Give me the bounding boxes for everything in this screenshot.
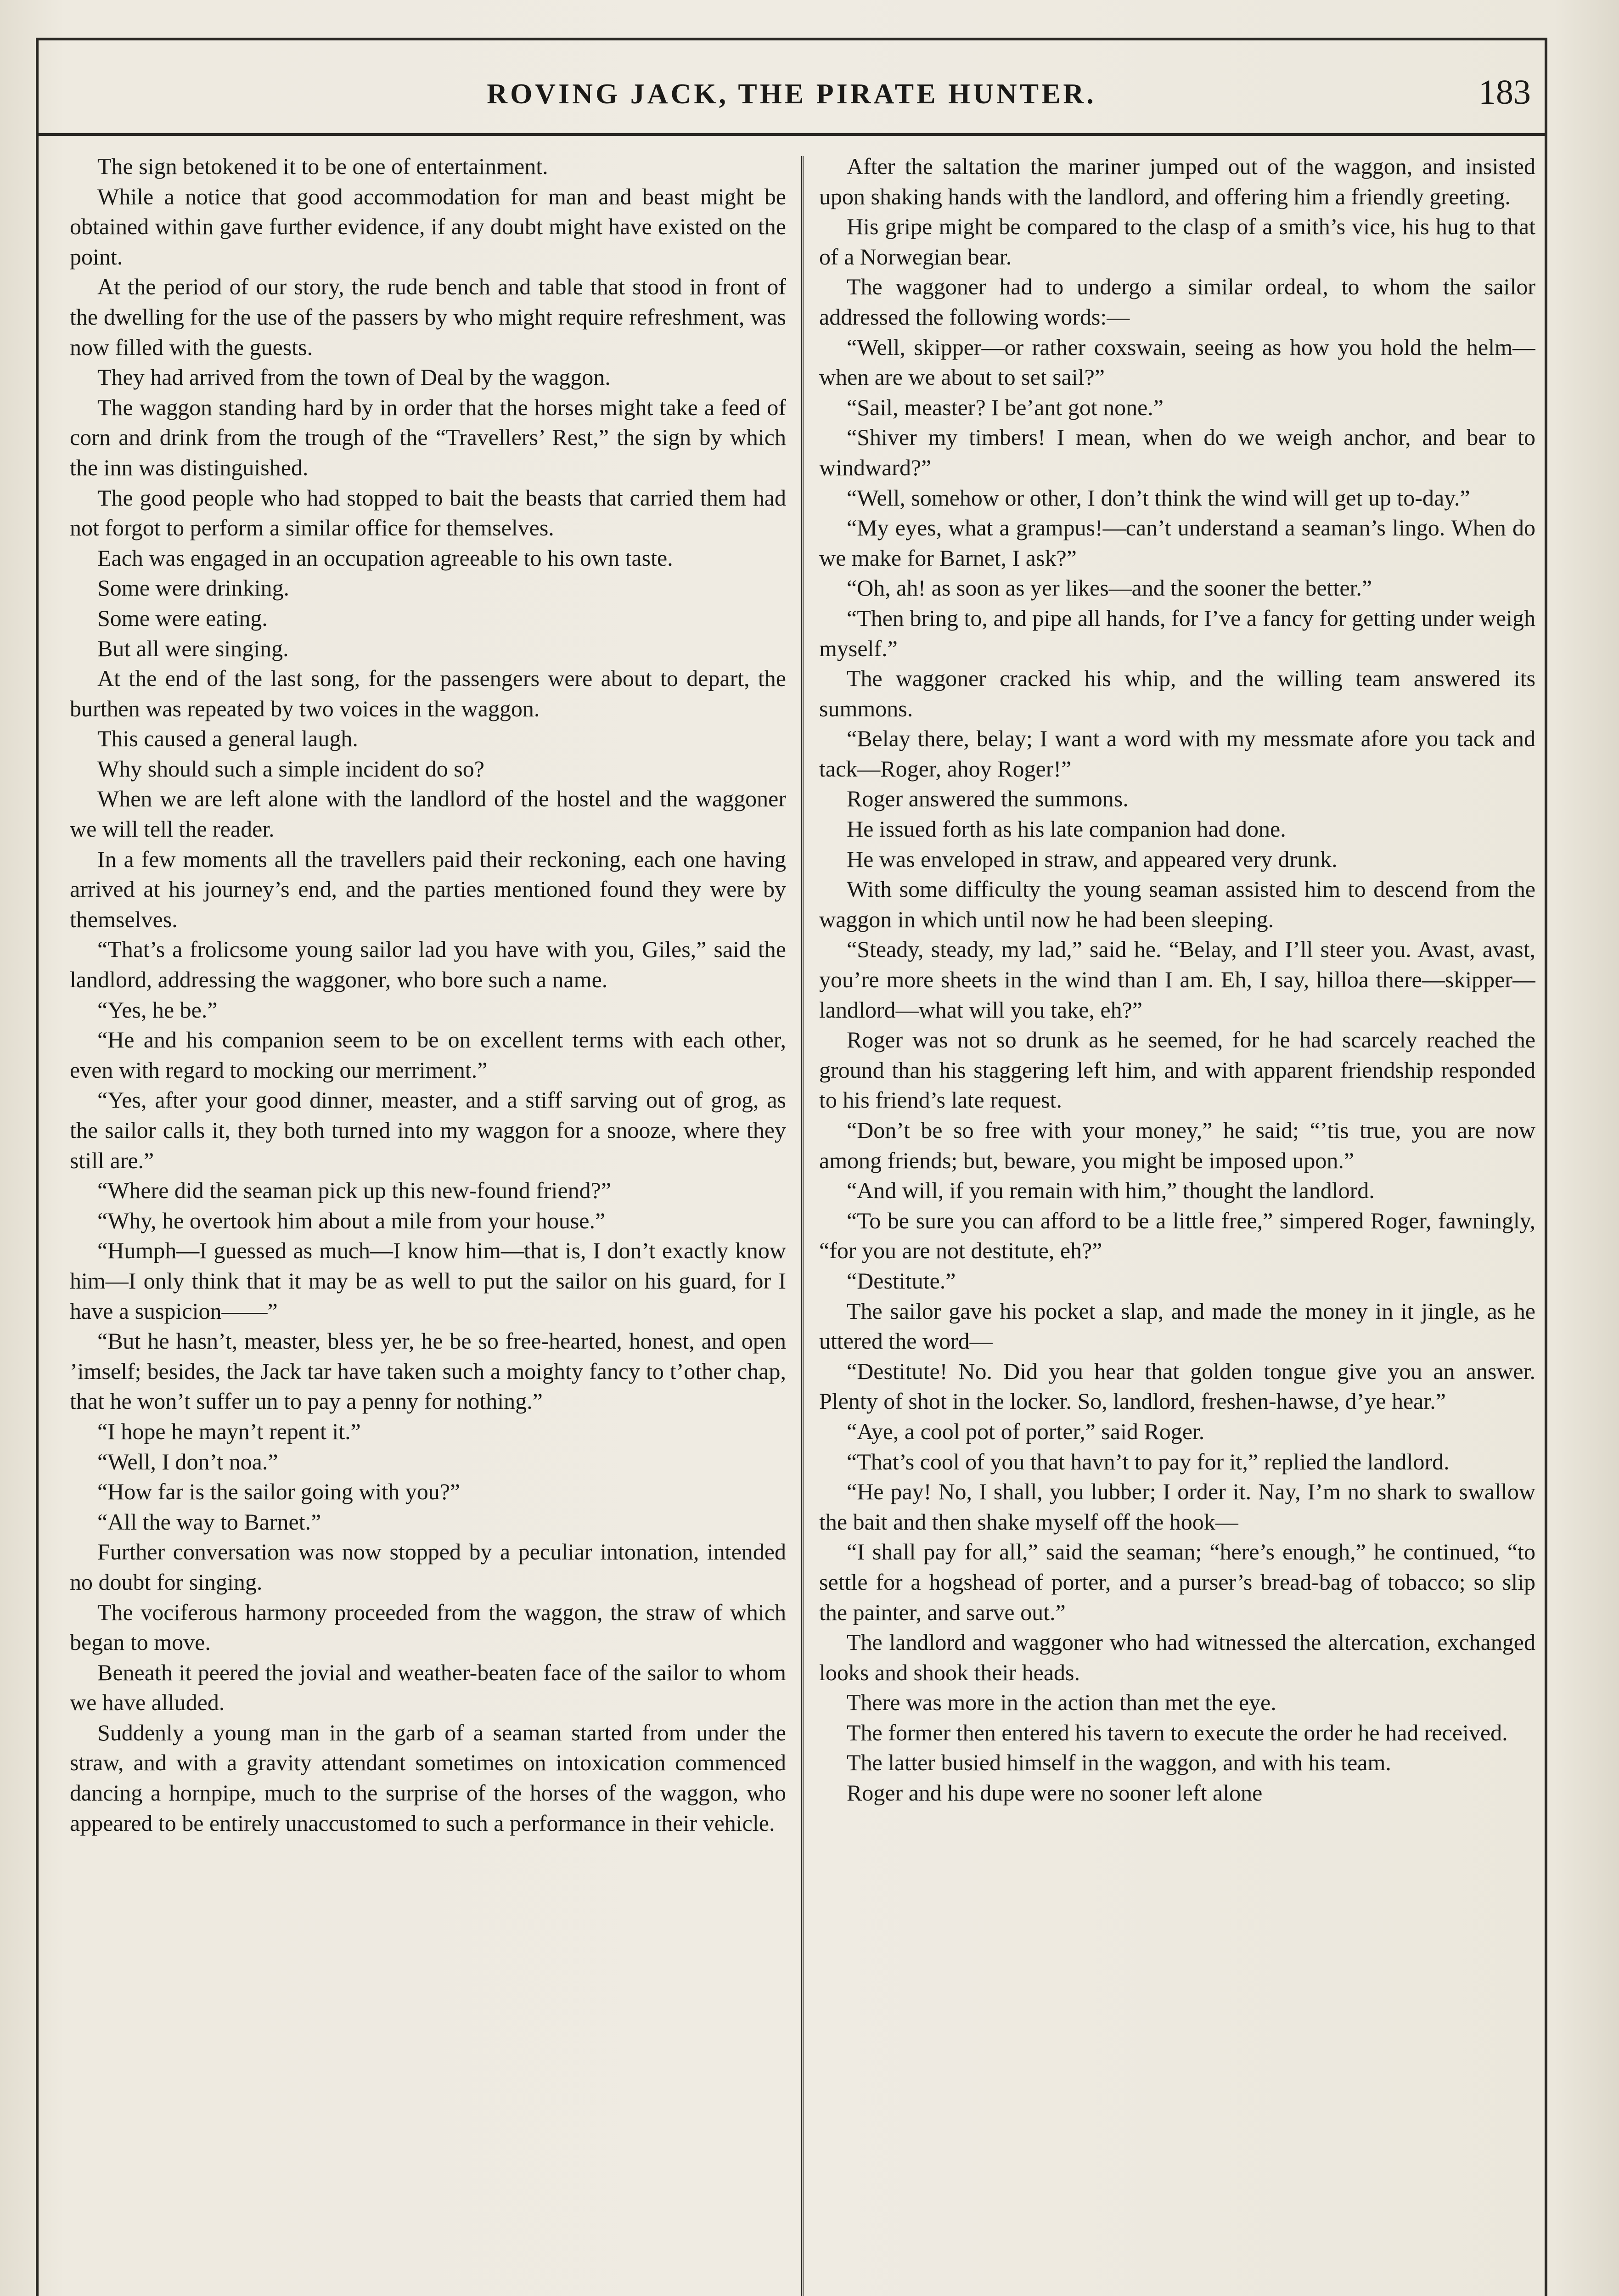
paragraph: “Sail, measter? I be’ant got none.” <box>847 394 1164 420</box>
paragraph: “Don’t be so free with your money,” he said; “’tis true, you are now among friends; but, beware, you might be imposed upon.” <box>819 1117 1535 1173</box>
paragraph: The sailor gave his pocket a slap, and made the money in it jingle, as he uttered the word— <box>819 1298 1535 1354</box>
paragraph: “I shall pay for all,” said the seaman; “here’s enough,” he continued, “to settle for a hogshead of porter, and a purser’s bread-bag of tobacco; so slip the painter, and sarve out.” <box>819 1539 1535 1625</box>
paragraph: His gripe might be compared to the clasp of a smith’s vice, his hug to that of a Norwegian bear. <box>819 214 1535 270</box>
column-divider <box>801 156 804 2296</box>
paragraph: This caused a general laugh. <box>97 726 358 752</box>
header-rule <box>36 133 1547 136</box>
paragraph: “My eyes, what a grampus!—can’t understand a seaman’s lingo. When do we make for Barnet, I ask?” <box>819 515 1535 571</box>
paragraph: “Where did the seaman pick up this new-found friend?” <box>97 1177 612 1204</box>
paragraph: He issued forth as his late companion had done. <box>847 816 1286 842</box>
paragraph: They had arrived from the town of Deal by the waggon. <box>97 364 611 390</box>
paragraph: “Well, skipper—or rather coxswain, seeing as how you hold the helm—when are we about to set sail?” <box>819 334 1535 390</box>
paragraph: In a few moments all the travellers paid their reckoning, each one having arrived at his journey’s end, and the parties mentioned found they were by themselves. <box>70 846 786 932</box>
paragraph: While a notice that good accommodation for man and beast might be obtained within gave further evidence, if any doubt might have existed on the point. <box>70 183 786 270</box>
paragraph: “Belay there, belay; I want a word with my messmate afore you tack and tack—Roger, ahoy Roger!” <box>819 726 1535 782</box>
paragraph: “He and his companion seem to be on excellent terms with each other, even with regard to mocking our merriment.” <box>70 1027 786 1083</box>
paragraph: “Why, he overtook him about a mile from your house.” <box>97 1207 606 1233</box>
left-column <box>70 152 786 2296</box>
paragraph: “To be sure you can afford to be a little free,” simpered Roger, fawningly, “for you are not destitute, eh?” <box>819 1207 1535 1264</box>
paragraph: “Aye, a cool pot of porter,” said Roger. <box>847 1418 1205 1444</box>
paragraph: “Well, somehow or other, I don’t think the wind will get up to-day.” <box>847 484 1470 511</box>
paragraph: “But he hasn’t, measter, bless yer, he be so free-hearted, honest, and open ’imself; besides, the Jack tar have taken such a moighty fancy to t’other chap, that he won’t suffer un to pay a penny for nothing.” <box>70 1328 786 1414</box>
paragraph: “Humph—I guessed as much—I know him—that is, I don’t exactly know him—I only think that it may be as well to put the sailor on his guard, for I have a suspicion——” <box>70 1238 786 1324</box>
paragraph: “Destitute! No. Did you hear that golden tongue give you an answer. Plenty of shot in the locker. So, landlord, freshen-hawse, d’ye hear.” <box>819 1358 1535 1414</box>
paragraph: Why should such a simple incident do so? <box>97 755 484 782</box>
paragraph: “Destitute.” <box>847 1267 956 1294</box>
paragraph: The latter busied himself in the waggon, and with his team. <box>847 1750 1391 1776</box>
paragraph: But all were singing. <box>97 635 289 661</box>
paragraph: Roger and his dupe were no sooner left alone <box>847 1780 1263 1806</box>
paragraph: The good people who had stopped to bait the beasts that carried them had not forgot to perform a similar office for themselves. <box>70 484 786 541</box>
paragraph: “Oh, ah! as soon as yer likes—and the sooner the better.” <box>847 575 1372 601</box>
running-title: ROVING JACK, THE PIRATE HUNTER. <box>487 79 1096 110</box>
paragraph: There was more in the action than met the eye. <box>847 1689 1276 1716</box>
paragraph: Suddenly a young man in the garb of a seaman started from under the straw, and with a gravity attendant sometimes on intoxication commenced dancing a hornpipe, much to the surprise of the horses of the waggon, who appeared to be entirely unaccustomed to such a performance in their vehicle. <box>70 1719 786 1836</box>
paragraph: Each was engaged in an occupation agreeable to his own taste. <box>97 545 673 571</box>
paragraph: “That’s cool of you that havn’t to pay for it,” replied the landlord. <box>847 1448 1450 1474</box>
paragraph: “He pay! No, I shall, you lubber; I order it. Nay, I’m no shark to swallow the bait and then shake myself off the hook— <box>819 1479 1535 1535</box>
paragraph: “Well, I don’t noa.” <box>97 1448 278 1474</box>
paragraph: “Yes, he be.” <box>97 996 218 1023</box>
paragraph: “How far is the sailor going with you?” <box>97 1479 461 1505</box>
paragraph: “I hope he mayn’t repent it.” <box>97 1418 361 1444</box>
paragraph: “Steady, steady, my lad,” said he. “Belay, and I’ll steer you. Avast, avast, you’re more sheets in the wind than I am. Eh, I say, hilloa there—skipper—landlord—what will you take, eh?” <box>819 936 1535 1023</box>
paragraph: After the saltation the mariner jumped out of the waggon, and insisted upon shaking hands with the landlord, and offering him a friendly greeting. <box>819 153 1535 209</box>
paragraph: Roger answered the summons. <box>847 786 1129 812</box>
paragraph: Further conversation was now stopped by a peculiar intonation, intended no doubt for singing. <box>70 1539 786 1595</box>
paragraph: “And will, if you remain with him,” thought the landlord. <box>847 1177 1375 1204</box>
paragraph: Roger was not so drunk as he seemed, for he had scarcely reached the ground than his staggering left him, and with apparent friendship responded to his friend’s late request. <box>819 1027 1535 1113</box>
paragraph: The vociferous harmony proceeded from the waggon, the straw of which began to move. <box>70 1599 786 1655</box>
paragraph: When we are left alone with the landlord of the hostel and the waggoner we will tell the reader. <box>70 786 786 842</box>
paragraph: The former then entered his tavern to execute the order he had received. <box>847 1719 1508 1745</box>
paragraph: The waggoner had to undergo a similar ordeal, to whom the sailor addressed the following words:— <box>819 274 1535 330</box>
paragraph: With some difficulty the young seaman assisted him to descend from the waggon in which until now he had been sleeping. <box>819 876 1535 932</box>
paragraph: Some were eating. <box>97 605 268 631</box>
paragraph: The landlord and waggoner who had witnessed the altercation, exchanged looks and shook their heads. <box>819 1629 1535 1685</box>
paragraph: The sign betokened it to be one of entertainment. <box>97 153 548 179</box>
right-column <box>819 152 1535 2296</box>
paragraph: At the period of our story, the rude bench and table that stood in front of the dwelling for the use of the passers by who might require refreshment, was now filled with the guests. <box>70 274 786 360</box>
paragraph: The waggoner cracked his whip, and the willing team answered its summons. <box>819 665 1535 721</box>
page-number: 183 <box>1478 73 1531 112</box>
paragraph: “Then bring to, and pipe all hands, for I’ve a fancy for getting under weigh myself.” <box>819 605 1535 661</box>
paragraph: Beneath it peered the jovial and weather-beaten face of the sailor to whom we have alluded. <box>70 1659 786 1716</box>
paragraph: “All the way to Barnet.” <box>97 1508 321 1535</box>
paragraph: Some were drinking. <box>97 575 289 601</box>
paragraph: At the end of the last song, for the passengers were about to depart, the burthen was repeated by two voices in the waggon. <box>70 665 786 721</box>
paragraph: “That’s a frolicsome young sailor lad you have with you, Giles,” said the landlord, addressing the waggoner, who bore such a name. <box>70 936 786 993</box>
paragraph: He was enveloped in straw, and appeared very drunk. <box>847 846 1338 872</box>
paragraph: “Shiver my timbers! I mean, when do we weigh anchor, and bear to windward?” <box>819 424 1535 480</box>
paragraph: “Yes, after your good dinner, measter, and a stiff sarving out of grog, as the sailor calls it, they both turned into my waggon for a snooze, where they still are.” <box>70 1087 786 1173</box>
paragraph: The waggon standing hard by in order that the horses might take a feed of corn and drink from the trough of the “Travellers’ Rest,” the sign by which the inn was distinguished. <box>70 394 786 480</box>
